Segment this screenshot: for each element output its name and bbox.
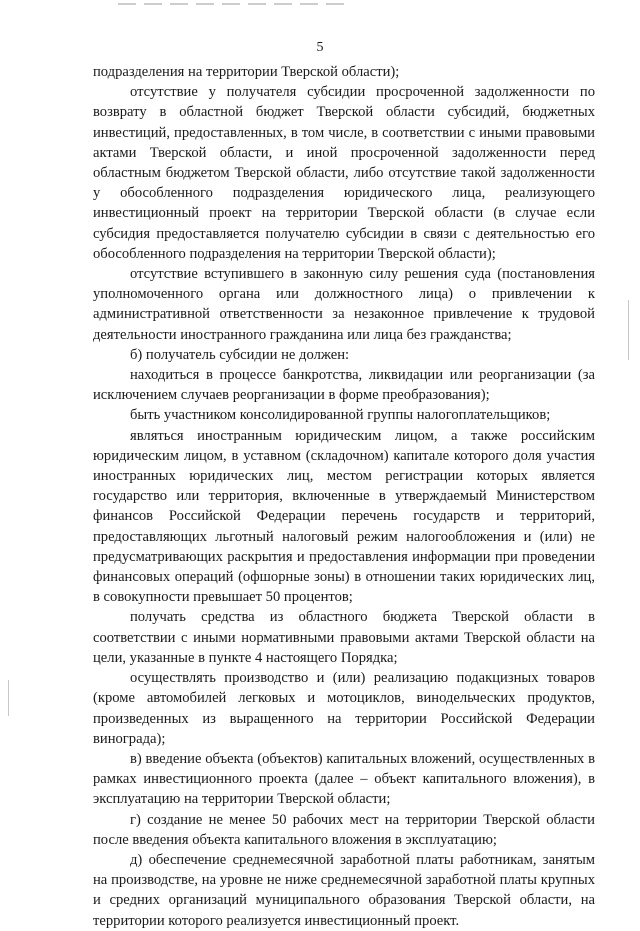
paragraph: б) получатель субсидии не должен: — [130, 346, 350, 363]
paragraph: находиться в процессе банкротства, ликвидации или реорганизации (за исключением случаев реорганизации в форме преобразования); — [93, 367, 595, 404]
paragraph: в) введение объекта (объектов) капитальных вложений, осуществленных в рамках инвестиционного проекта (далее – объект капитального вложения), в эксплуатацию на территории Тверской области; — [93, 750, 595, 808]
scan-margin-mark — [628, 300, 629, 360]
scan-artifact — [118, 3, 348, 5]
paragraph: подразделения на территории Тверской области); — [93, 64, 400, 80]
paragraph: получать средства из областного бюджета Тверской области в соответствии с иными нормативными правовыми актами Тверской области на цели, указанные в пункте 4 настоящего Порядка; — [93, 609, 595, 666]
paragraph: осуществлять производство и (или) реализацию подакцизных товаров (кроме автомобилей легковых и мотоциклов, винодельческих продуктов, произведенных из выращенного на территории Российской Федерации винограда); — [93, 670, 595, 747]
document-body — [93, 62, 595, 931]
paragraph: отсутствие вступившего в законную силу решения суда (постановления уполномоченного органа или должностного лица) о привлечении к административной ответственности за незаконное привлечение к трудовой деятельности иностранного гражданина или лица без гражданства; — [93, 266, 595, 343]
scan-margin-mark — [8, 680, 9, 716]
paragraph: быть участником консолидированной группы налогоплательщиков; — [130, 407, 551, 424]
paragraph: г) создание не менее 50 рабочих мест на территории Тверской области после введения объекта капитального вложения в эксплуатацию; — [93, 811, 595, 848]
paragraph: д) обеспечение среднемесячной заработной платы работникам, занятым на производстве, на уровне не ниже среднемесячной заработной платы крупных и средних организаций муниципального образования Тверской области, на территории которого реализуется инвестиционный проект. — [93, 851, 595, 929]
paragraph: являться иностранным юридическим лицом, а также российским юридическим лицом, в уставном (складочном) капитале которого доля участия иностранных юридических лиц, местом регистрации которых является государство или территория, включенные в утверждаемый Министерством финансов Российской Федерации перечень государств и территорий, предоставляющих льготный налоговый режим налогообложения и (или) не предусматривающих раскрытия и предоставления информации при проведении финансовых операций (офшорные зоны) в отношении таких юридических лиц, в совокупности превышает 50 процентов; — [93, 427, 595, 606]
paragraph: отсутствие у получателя субсидии просроченной задолженности по возврату в областной бюджет Тверской области субсидий, бюджетных инвестиций, предоставленных, в том числе, в соответствии с иными правовыми актами Тверской области, и иной просроченной задолженности перед областным бюджетом Тверской области, либо отсутствие такой задолженности у обособленного подразделения юридического лица, реализующего инвестиционный проект на территории Тверской области (в случае если субсидия предоставляется получателю субсидии в связи с деятельностью его обособленного подразделения на территории Тверской области); — [93, 84, 595, 262]
page-number: 5 — [316, 40, 324, 55]
